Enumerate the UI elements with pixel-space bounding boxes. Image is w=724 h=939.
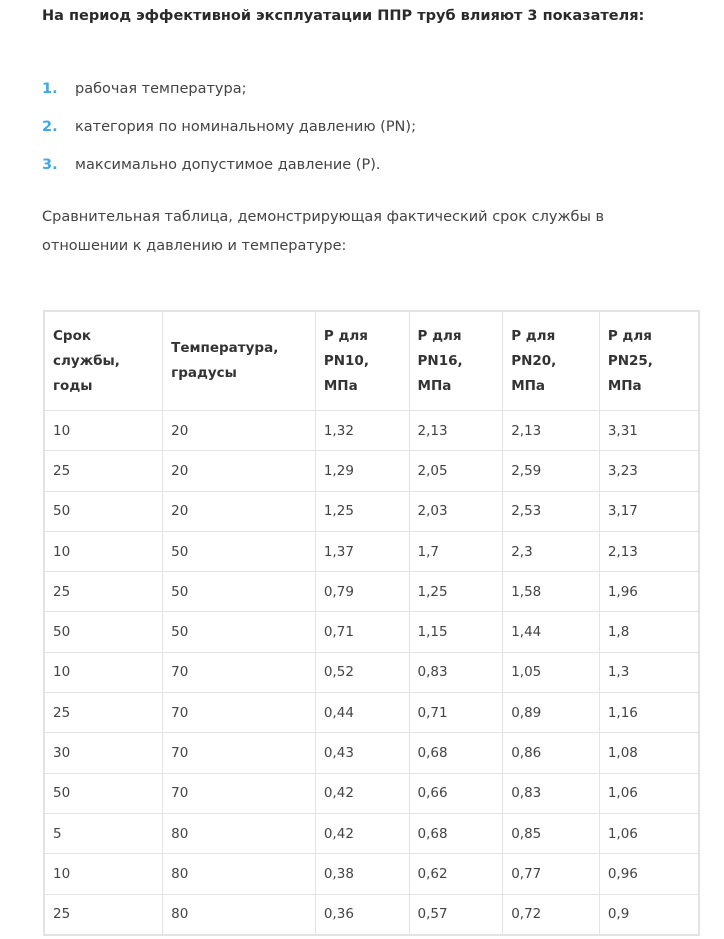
table-cell: 30 bbox=[44, 733, 163, 773]
table-cell: 70 bbox=[163, 652, 316, 692]
list-number: 1. bbox=[42, 81, 58, 97]
table-cell: 1,58 bbox=[503, 572, 600, 612]
table-cell: 0,86 bbox=[503, 733, 600, 773]
table-cell: 20 bbox=[163, 491, 316, 531]
table-cell: 2,13 bbox=[409, 411, 503, 451]
header-service-life: Срок службы, годы bbox=[44, 311, 163, 411]
table-cell: 25 bbox=[44, 451, 163, 491]
table-cell: 1,8 bbox=[599, 612, 699, 652]
table-cell: 3,23 bbox=[599, 451, 699, 491]
list-item-text: категория по номинальному давлению (PN); bbox=[75, 119, 416, 135]
table-cell: 20 bbox=[163, 411, 316, 451]
table-cell: 0,44 bbox=[315, 693, 409, 733]
table-cell: 1,16 bbox=[599, 693, 699, 733]
table-cell: 10 bbox=[44, 411, 163, 451]
list-item bbox=[42, 146, 702, 184]
list-item-text: рабочая температура; bbox=[75, 81, 247, 97]
table-cell: 3,31 bbox=[599, 411, 699, 451]
table-cell: 1,96 bbox=[599, 572, 699, 612]
table-header-row bbox=[44, 311, 699, 411]
list-item bbox=[42, 70, 702, 108]
table-cell: 0,57 bbox=[409, 894, 503, 935]
table-cell: 0,36 bbox=[315, 894, 409, 935]
table-row bbox=[44, 813, 699, 853]
table-cell: 0,62 bbox=[409, 854, 503, 894]
table-row bbox=[44, 733, 699, 773]
table-body bbox=[44, 411, 699, 935]
table-cell: 0,83 bbox=[503, 773, 600, 813]
table-cell: 0,79 bbox=[315, 572, 409, 612]
table-cell: 0,72 bbox=[503, 894, 600, 935]
table-cell: 50 bbox=[163, 572, 316, 612]
table-cell: 1,15 bbox=[409, 612, 503, 652]
table-cell: 80 bbox=[163, 894, 316, 935]
table-cell: 1,06 bbox=[599, 813, 699, 853]
table-cell: 0,38 bbox=[315, 854, 409, 894]
table-cell: 0,96 bbox=[599, 854, 699, 894]
table-cell: 1,32 bbox=[315, 411, 409, 451]
table-cell: 0,85 bbox=[503, 813, 600, 853]
table-cell: 0,9 bbox=[599, 894, 699, 935]
table-cell: 2,3 bbox=[503, 531, 600, 571]
table-cell: 70 bbox=[163, 693, 316, 733]
table-cell: 50 bbox=[163, 531, 316, 571]
table-cell: 50 bbox=[163, 612, 316, 652]
header-p-pn16: Р для PN16, МПа bbox=[409, 311, 503, 411]
table-cell: 3,17 bbox=[599, 491, 699, 531]
table-cell: 2,53 bbox=[503, 491, 600, 531]
table-cell: 0,43 bbox=[315, 733, 409, 773]
table-row bbox=[44, 411, 699, 451]
table-cell: 0,68 bbox=[409, 733, 503, 773]
service-life-table bbox=[43, 310, 700, 936]
section-heading: На период эффективной эксплуатации ППР труб влияют 3 показателя: bbox=[42, 8, 645, 24]
table-cell: 5 bbox=[44, 813, 163, 853]
header-p-pn20: Р для PN20, МПа bbox=[503, 311, 600, 411]
table-cell: 0,89 bbox=[503, 693, 600, 733]
table-cell: 0,42 bbox=[315, 813, 409, 853]
table-cell: 10 bbox=[44, 531, 163, 571]
table-cell: 2,03 bbox=[409, 491, 503, 531]
table-cell: 0,71 bbox=[409, 693, 503, 733]
table-cell: 80 bbox=[163, 813, 316, 853]
table-row bbox=[44, 773, 699, 813]
table-cell: 2,13 bbox=[503, 411, 600, 451]
table-cell: 50 bbox=[44, 612, 163, 652]
list-item-text: максимально допустимое давление (P). bbox=[75, 157, 381, 173]
table-row bbox=[44, 572, 699, 612]
table-cell: 2,59 bbox=[503, 451, 600, 491]
table-intro-paragraph: Сравнительная таблица, демонстрирующая фактический срок службы в отношении к давлению и температуре: bbox=[42, 209, 605, 254]
table-cell: 2,13 bbox=[599, 531, 699, 571]
table-cell: 50 bbox=[44, 773, 163, 813]
table-cell: 1,25 bbox=[315, 491, 409, 531]
table-row bbox=[44, 854, 699, 894]
table-row bbox=[44, 894, 699, 935]
table-cell: 0,71 bbox=[315, 612, 409, 652]
table-row bbox=[44, 531, 699, 571]
table-cell: 0,52 bbox=[315, 652, 409, 692]
table-cell: 0,83 bbox=[409, 652, 503, 692]
table-cell: 25 bbox=[44, 894, 163, 935]
table-cell: 1,08 bbox=[599, 733, 699, 773]
table-cell: 1,05 bbox=[503, 652, 600, 692]
table-row bbox=[44, 652, 699, 692]
list-number: 3. bbox=[42, 157, 58, 173]
table-cell: 1,3 bbox=[599, 652, 699, 692]
table-cell: 10 bbox=[44, 652, 163, 692]
table-cell: 2,05 bbox=[409, 451, 503, 491]
table-cell: 1,44 bbox=[503, 612, 600, 652]
table-cell: 25 bbox=[44, 572, 163, 612]
table-cell: 1,25 bbox=[409, 572, 503, 612]
table-cell: 25 bbox=[44, 693, 163, 733]
table-cell: 0,68 bbox=[409, 813, 503, 853]
table-cell: 0,77 bbox=[503, 854, 600, 894]
table-row bbox=[44, 693, 699, 733]
table-cell: 70 bbox=[163, 733, 316, 773]
table-cell: 50 bbox=[44, 491, 163, 531]
list-item bbox=[42, 108, 702, 146]
factors-list bbox=[42, 70, 702, 184]
table-cell: 70 bbox=[163, 773, 316, 813]
table-cell: 1,37 bbox=[315, 531, 409, 571]
list-number: 2. bbox=[42, 119, 58, 135]
table-cell: 1,29 bbox=[315, 451, 409, 491]
header-p-pn10: Р для PN10, МПа bbox=[315, 311, 409, 411]
table-row bbox=[44, 451, 699, 491]
table-cell: 20 bbox=[163, 451, 316, 491]
table-row bbox=[44, 491, 699, 531]
table-cell: 80 bbox=[163, 854, 316, 894]
table-cell: 1,7 bbox=[409, 531, 503, 571]
table-row bbox=[44, 612, 699, 652]
table-cell: 1,06 bbox=[599, 773, 699, 813]
table-cell: 10 bbox=[44, 854, 163, 894]
table-cell: 0,42 bbox=[315, 773, 409, 813]
table-cell: 0,66 bbox=[409, 773, 503, 813]
header-p-pn25: Р для PN25, МПа bbox=[599, 311, 699, 411]
header-temperature: Температура, градусы bbox=[163, 311, 316, 411]
